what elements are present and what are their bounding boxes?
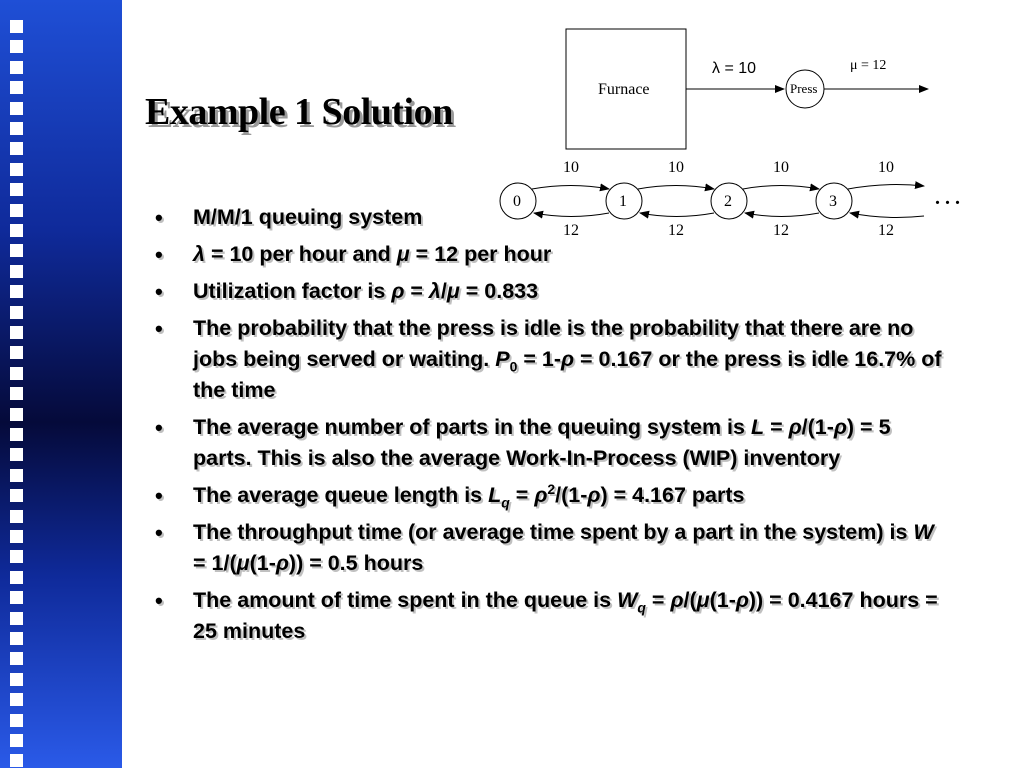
bullet-item	[155, 313, 945, 406]
bullet-marker: •	[155, 588, 163, 613]
film-hole	[10, 346, 23, 359]
backward-rate-2: 12	[773, 222, 789, 239]
bullet-text: = 0.833	[459, 279, 539, 303]
bullet-item	[155, 585, 945, 647]
slide-title: Example 1 Solution	[145, 91, 453, 133]
bullet-text: (1-	[249, 551, 276, 575]
state-label-1: 1	[619, 193, 627, 210]
bullet-text: )) = 0.4167 hours = 25 minutes	[193, 588, 938, 643]
forward-rate-0: 10	[563, 159, 579, 176]
forward-arrow-1	[638, 186, 714, 190]
film-hole	[10, 122, 23, 135]
bullet-text: = 10 per hour and	[204, 242, 397, 266]
film-hole	[10, 367, 23, 380]
film-hole	[10, 20, 23, 33]
bullet-text: The throughput time (or average time spent by a part in the system) is	[193, 520, 914, 544]
film-hole	[10, 469, 23, 482]
service-rate-label: μ = 12	[850, 58, 887, 73]
bullet-marker: •	[155, 520, 163, 545]
film-hole	[10, 387, 23, 400]
bullet-text: = 1/(	[193, 551, 237, 575]
bullet-marker: •	[155, 279, 163, 304]
w-symbol: W	[913, 520, 934, 544]
film-hole	[10, 81, 23, 94]
film-hole	[10, 612, 23, 625]
film-hole	[10, 61, 23, 74]
film-hole	[10, 204, 23, 217]
state-label-3: 3	[829, 193, 837, 210]
l-symbol: L	[488, 483, 502, 507]
bullet-text: =	[404, 279, 429, 303]
film-hole	[10, 510, 23, 523]
film-hole	[10, 285, 23, 298]
bullet-text: = 1-	[517, 347, 562, 371]
rho-symbol: ρ	[587, 483, 601, 507]
bullet-text: = 12 per hour	[409, 242, 552, 266]
w-symbol: W	[617, 588, 638, 612]
mu-symbol: μ	[446, 279, 460, 303]
rho-symbol: ρ	[275, 551, 289, 575]
bullet-text: (1-	[709, 588, 736, 612]
bullet-text: The amount of time spent in the queue is	[193, 588, 618, 612]
bullet-marker: •	[155, 242, 163, 267]
bullet-marker: •	[155, 316, 163, 341]
lambda-symbol: λ	[193, 242, 205, 266]
film-hole	[10, 326, 23, 339]
film-hole	[10, 489, 23, 502]
film-hole	[10, 734, 23, 747]
film-hole	[10, 530, 23, 543]
mu-symbol: μ	[696, 588, 710, 612]
press-label: Press	[790, 81, 818, 96]
bullet-item	[155, 517, 945, 579]
bullet-text: M/M/1 queuing system	[193, 205, 423, 229]
bullet-text: The probability that the press is idle is the probability that there are no jobs being served or waiting.	[193, 316, 914, 371]
bullet-item	[155, 480, 945, 511]
bullet-text: Utilization factor is	[193, 279, 392, 303]
subscript: q	[637, 599, 646, 616]
bullet-text: =	[764, 415, 789, 439]
bullet-text: = 0.167 or the press is idle 16.7% of the time	[193, 347, 942, 402]
bullet-text: /(1-	[801, 415, 834, 439]
arrival-rate-label: λ = 10	[712, 60, 757, 77]
forward-arrow-3	[848, 185, 924, 189]
bullet-text: ) = 4.167 parts	[600, 483, 745, 507]
forward-rate-2: 10	[773, 159, 789, 176]
bullet-text: /(1-	[555, 483, 588, 507]
superscript: 2	[547, 480, 556, 497]
film-hole	[10, 652, 23, 665]
film-hole	[10, 102, 23, 115]
forward-rate-3: 10	[878, 159, 894, 176]
bullet-item	[155, 239, 945, 270]
solution-bullet-list	[155, 202, 945, 653]
film-hole	[10, 306, 23, 319]
bullet-marker: •	[155, 415, 163, 440]
rho-symbol: ρ	[833, 415, 847, 439]
film-hole	[10, 224, 23, 237]
lambda-symbol: λ	[428, 279, 441, 303]
forward-rate-1: 10	[668, 159, 684, 176]
subscript: 0	[509, 358, 518, 375]
film-hole	[10, 550, 23, 563]
bullet-text: )) = 0.5 hours	[288, 551, 424, 575]
backward-rate-0: 12	[563, 222, 579, 239]
rho-symbol: ρ	[670, 588, 684, 612]
film-hole	[10, 693, 23, 706]
film-hole	[10, 571, 23, 584]
film-hole	[10, 40, 23, 53]
chain-ellipsis: . . .	[935, 187, 960, 209]
bullet-item	[155, 202, 945, 233]
bullet-item	[155, 412, 945, 474]
bullet-text: /(	[683, 588, 697, 612]
film-hole	[10, 673, 23, 686]
bullet-item	[155, 276, 945, 307]
bullet-text: The average number of parts in the queuing system is	[193, 415, 751, 439]
p-symbol: P	[495, 347, 510, 371]
film-hole	[10, 183, 23, 196]
subscript: q	[501, 494, 510, 511]
film-hole	[10, 244, 23, 257]
bullet-text: /	[440, 279, 447, 303]
bullet-marker: •	[155, 205, 163, 230]
bullet-text: =	[509, 483, 535, 507]
film-hole	[10, 142, 23, 155]
film-hole	[10, 448, 23, 461]
rho-symbol: ρ	[391, 279, 405, 303]
l-symbol: L	[750, 415, 765, 439]
film-hole	[10, 428, 23, 441]
mu-symbol: μ	[236, 551, 250, 575]
film-hole	[10, 714, 23, 727]
rho-symbol: ρ	[735, 588, 749, 612]
bullet-marker: •	[155, 483, 163, 508]
rho-symbol: ρ	[534, 483, 548, 507]
forward-arrow-2	[743, 186, 819, 190]
film-hole	[10, 408, 23, 421]
rho-symbol: ρ	[788, 415, 802, 439]
state-label-0: 0	[513, 193, 521, 210]
film-hole	[10, 591, 23, 604]
bullet-text: The average queue length is	[193, 483, 489, 507]
film-hole	[10, 265, 23, 278]
furnace-label: Furnace	[598, 81, 650, 98]
rho-symbol: ρ	[561, 347, 575, 371]
mu-symbol: μ	[396, 242, 410, 266]
film-hole	[10, 163, 23, 176]
backward-rate-3: 12	[878, 222, 894, 239]
film-strip-holes	[0, 0, 30, 768]
state-label-2: 2	[724, 193, 732, 210]
bullet-text: ) = 5 parts. This is also the average Work-In-Process (WIP) inventory	[193, 415, 891, 470]
film-hole	[10, 754, 23, 767]
film-hole	[10, 632, 23, 645]
forward-arrow-0	[532, 186, 609, 190]
bullet-text: =	[645, 588, 671, 612]
backward-rate-1: 12	[668, 222, 684, 239]
